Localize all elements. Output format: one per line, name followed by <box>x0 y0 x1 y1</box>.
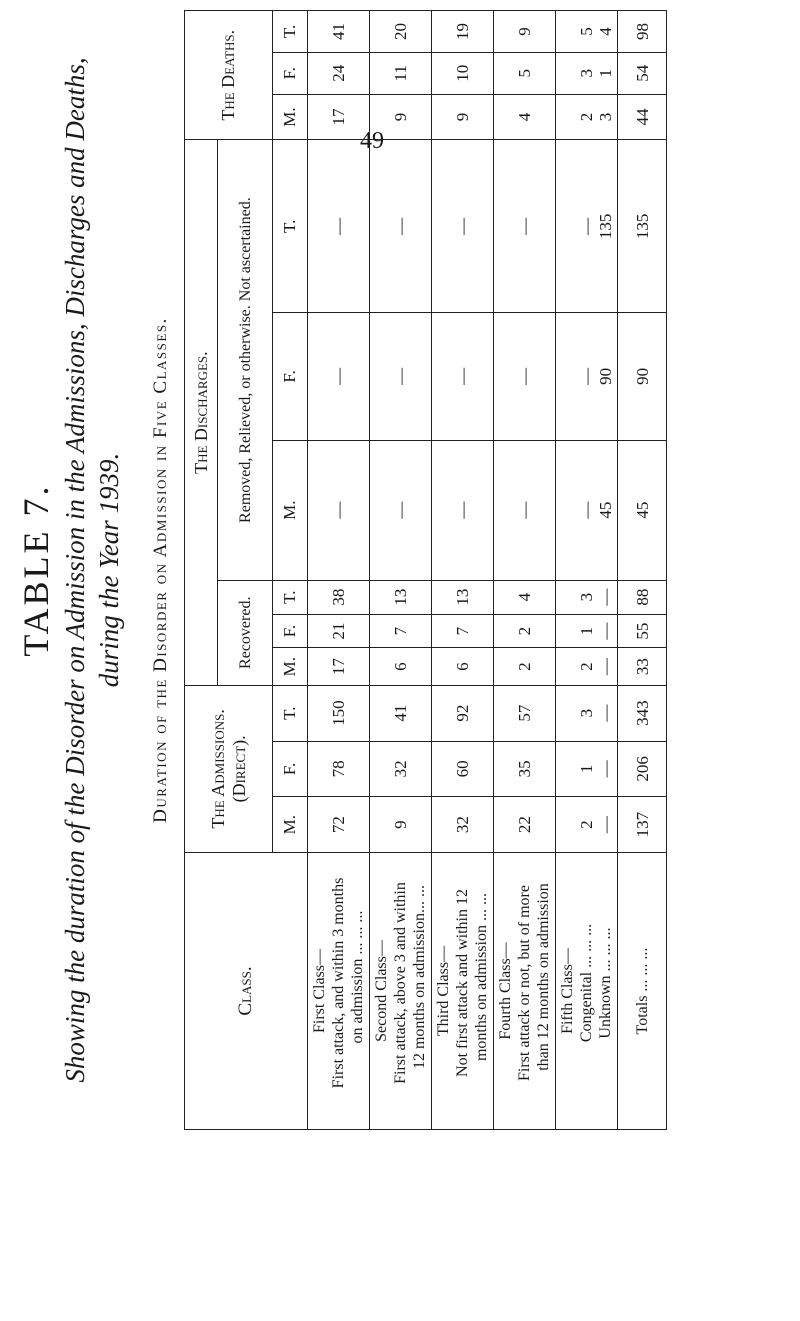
cell-dea <box>556 11 618 53</box>
total-adm: 137 <box>618 797 667 853</box>
class-label <box>370 853 432 1130</box>
cell-value: 3 <box>577 592 596 602</box>
cell-value: 5 <box>577 27 596 36</box>
cell-value: — <box>596 588 615 606</box>
col-header-m: M. <box>273 648 308 685</box>
cell-adm <box>370 685 432 741</box>
class-description: First attack or not, but of more <box>516 885 533 1081</box>
cell-value: — <box>596 622 615 640</box>
cell-value: — <box>577 367 596 385</box>
cell-value: 1 <box>577 764 596 774</box>
cell-value: 2 <box>577 820 596 829</box>
table-label: TABLE 7. <box>16 483 56 657</box>
total-adm: 343 <box>618 685 667 741</box>
cell-rec <box>370 648 432 685</box>
cell-value: — <box>515 501 534 519</box>
cell-rec <box>556 614 618 648</box>
cell-rem <box>556 313 618 440</box>
cell-rec <box>494 648 556 685</box>
cell-adm <box>370 797 432 853</box>
cell-rem <box>556 440 618 580</box>
class-description: than 12 months on admission <box>535 883 552 1071</box>
cell-value: 41 <box>329 22 348 40</box>
table-heading: Duration of the Disorder on Admission in Five Classes. <box>150 317 171 823</box>
cell-value: 19 <box>453 22 472 40</box>
total-rec: 33 <box>618 648 667 685</box>
cell-value: — <box>453 217 472 235</box>
cell-rem <box>494 140 556 313</box>
cell-dea <box>494 94 556 140</box>
cell-value: 57 <box>515 704 534 722</box>
class-description: First attack, above 3 and within <box>392 882 409 1084</box>
cell-adm <box>308 685 370 741</box>
table-body <box>308 11 667 1130</box>
total-rem: 90 <box>618 313 667 440</box>
total-dea: 98 <box>618 11 667 53</box>
cell-dea <box>370 94 432 140</box>
admissions-header <box>185 685 273 852</box>
cell-value: 2 <box>515 662 534 671</box>
cell-value: 2 <box>577 662 596 671</box>
class-description: Unknown ... ... ... <box>597 927 614 1039</box>
cell-dea <box>432 11 494 53</box>
col-header-t: T. <box>273 11 308 53</box>
cell-value: 21 <box>329 622 348 640</box>
cell-value: 78 <box>329 760 348 778</box>
cell-value: — <box>596 816 615 834</box>
cell-rec <box>308 648 370 685</box>
cell-adm <box>432 797 494 853</box>
table-row <box>308 11 370 1130</box>
class-header: Class. <box>185 853 308 1130</box>
cell-value: 9 <box>515 27 534 36</box>
cell-value: — <box>329 367 348 385</box>
cell-value: 24 <box>329 64 348 82</box>
cell-value: 22 <box>515 816 534 834</box>
cell-adm <box>494 741 556 797</box>
total-rec: 88 <box>618 580 667 614</box>
cell-rem <box>370 440 432 580</box>
class-description: Not first attack and within 12 <box>454 889 471 1077</box>
col-header-f: F. <box>273 313 308 440</box>
table-row <box>370 11 432 1130</box>
cell-value: 17 <box>329 658 348 676</box>
col-header-m: M. <box>273 797 308 853</box>
cell-adm <box>556 685 618 741</box>
table-subtitle-line2: during the Year 1939. <box>94 452 124 688</box>
table-row <box>494 11 556 1130</box>
cell-value: 17 <box>329 108 348 126</box>
class-description: on admission ... ... ... <box>349 910 366 1044</box>
cell-value: 4 <box>515 112 534 122</box>
class-title: Fourth Class— <box>497 942 514 1040</box>
cell-adm <box>494 685 556 741</box>
cell-rem <box>308 440 370 580</box>
cell-value: 41 <box>391 704 410 722</box>
cell-rem <box>308 313 370 440</box>
cell-dea <box>494 11 556 53</box>
cell-value: 4 <box>515 592 534 602</box>
cell-value: 11 <box>391 65 410 82</box>
class-label <box>432 853 494 1130</box>
cell-value: 9 <box>453 112 472 122</box>
cell-value: 13 <box>453 588 472 606</box>
class-title: Fifth Class— <box>559 948 576 1034</box>
cell-dea <box>370 52 432 94</box>
class-description: months on admission ... ... <box>473 893 490 1062</box>
col-header-m: M. <box>273 94 308 140</box>
cell-rec <box>556 580 618 614</box>
cell-value: — <box>329 501 348 519</box>
cell-rec <box>494 614 556 648</box>
cell-value: — <box>453 367 472 385</box>
removed-header: Removed, Relieved, or otherwise. Not ascertained. <box>218 140 273 580</box>
cell-adm <box>556 741 618 797</box>
col-header-f: F. <box>273 741 308 797</box>
cell-value: 45 <box>596 501 615 519</box>
col-header-t: T. <box>273 140 308 313</box>
cell-value: 35 <box>515 760 534 778</box>
col-header-f: F. <box>273 614 308 648</box>
cell-value: 32 <box>391 760 410 778</box>
cell-value: 72 <box>329 816 348 834</box>
col-header-t: T. <box>273 580 308 614</box>
cell-value: 6 <box>391 662 410 671</box>
cell-value: 90 <box>596 367 615 385</box>
class-label <box>494 853 556 1130</box>
cell-value: 20 <box>391 22 410 40</box>
cell-value: — <box>391 217 410 235</box>
class-label <box>308 853 370 1130</box>
cell-value: — <box>391 501 410 519</box>
class-description: First attack, and within 3 months <box>330 877 347 1089</box>
cell-value: — <box>515 367 534 385</box>
cell-value: 150 <box>329 700 348 726</box>
cell-rec <box>494 580 556 614</box>
cell-dea <box>370 11 432 53</box>
cell-rec <box>432 580 494 614</box>
cell-value: — <box>515 217 534 235</box>
cell-value: 9 <box>391 820 410 829</box>
cell-value: 135 <box>596 213 615 240</box>
cell-dea <box>432 94 494 140</box>
cell-rem <box>556 140 618 313</box>
cell-value: 4 <box>596 27 615 36</box>
total-rec: 55 <box>618 614 667 648</box>
page-number: 49 <box>360 128 384 154</box>
class-title: Third Class— <box>435 945 452 1037</box>
cell-value: 7 <box>391 626 410 636</box>
cell-value: 32 <box>453 816 472 834</box>
table-row <box>556 11 618 1130</box>
table-row <box>432 11 494 1130</box>
deaths-header: The Deaths. <box>185 11 273 140</box>
cell-dea <box>308 11 370 53</box>
class-description: Congenital ... ... ... <box>578 923 595 1043</box>
cell-rec <box>432 614 494 648</box>
cell-value: 1 <box>577 626 596 636</box>
cell-adm <box>308 797 370 853</box>
cell-value: — <box>596 760 615 778</box>
cell-adm <box>556 797 618 853</box>
cell-value: — <box>391 367 410 385</box>
cell-rec <box>308 614 370 648</box>
cell-value: — <box>577 501 596 519</box>
total-rem: 45 <box>618 440 667 580</box>
total-dea: 44 <box>618 94 667 140</box>
total-adm: 206 <box>618 741 667 797</box>
admissions-header-sub: (Direct). <box>228 735 249 803</box>
cell-value: 6 <box>453 662 472 671</box>
cell-value: 13 <box>391 588 410 606</box>
cell-dea <box>556 94 618 140</box>
cell-dea <box>308 94 370 140</box>
totals-label: Totals ... ... ... <box>618 853 667 1130</box>
total-rem: 135 <box>618 140 667 313</box>
cell-dea <box>308 52 370 94</box>
totals-row <box>618 11 667 1130</box>
cell-dea <box>432 52 494 94</box>
class-label <box>556 853 618 1130</box>
cell-dea <box>556 52 618 94</box>
duration-table <box>184 10 667 1130</box>
cell-rec <box>556 648 618 685</box>
cell-value: — <box>329 217 348 235</box>
cell-value: 92 <box>453 704 472 722</box>
total-dea: 54 <box>618 52 667 94</box>
cell-value: 3 <box>596 112 615 122</box>
cell-value: 60 <box>453 760 472 778</box>
cell-adm <box>308 741 370 797</box>
cell-rem <box>494 440 556 580</box>
class-description: 12 months on admission... ... <box>411 885 428 1070</box>
col-header-m: M. <box>273 440 308 580</box>
recovered-header: Recovered. <box>218 580 273 685</box>
cell-rec <box>432 648 494 685</box>
cell-dea <box>494 52 556 94</box>
cell-rem <box>370 140 432 313</box>
cell-rem <box>494 313 556 440</box>
cell-value: — <box>596 704 615 722</box>
cell-value: 7 <box>453 626 472 636</box>
cell-rem <box>370 313 432 440</box>
cell-rem <box>432 140 494 313</box>
discharges-header: The Discharges. <box>185 140 218 685</box>
cell-value: 38 <box>329 588 348 606</box>
cell-rem <box>308 140 370 313</box>
cell-value: 9 <box>391 112 410 122</box>
cell-value: 10 <box>453 64 472 82</box>
cell-value: 1 <box>596 69 615 78</box>
cell-adm <box>370 741 432 797</box>
admissions-header-label: The Admissions. <box>207 709 228 829</box>
cell-value: 3 <box>577 708 596 718</box>
cell-adm <box>432 685 494 741</box>
cell-rec <box>370 614 432 648</box>
cell-value: — <box>596 658 615 676</box>
cell-value: 2 <box>577 112 596 122</box>
class-title: Second Class— <box>373 940 390 1042</box>
cell-value: 3 <box>577 69 596 78</box>
col-header-t: T. <box>273 685 308 741</box>
cell-rec <box>308 580 370 614</box>
cell-adm <box>494 797 556 853</box>
cell-adm <box>432 741 494 797</box>
rotated-table-page <box>16 0 780 1140</box>
cell-value: — <box>453 501 472 519</box>
cell-value: 5 <box>515 69 534 78</box>
cell-rem <box>432 313 494 440</box>
cell-rem <box>432 440 494 580</box>
class-title: First Class— <box>311 949 328 1034</box>
cell-value: — <box>577 217 596 235</box>
cell-rec <box>370 580 432 614</box>
col-header-f: F. <box>273 52 308 94</box>
cell-value: 2 <box>515 626 534 636</box>
table-subtitle-line1: Showing the duration of the Disorder on Admission in the Admissions, Discharges and Deaths, <box>60 57 90 1083</box>
